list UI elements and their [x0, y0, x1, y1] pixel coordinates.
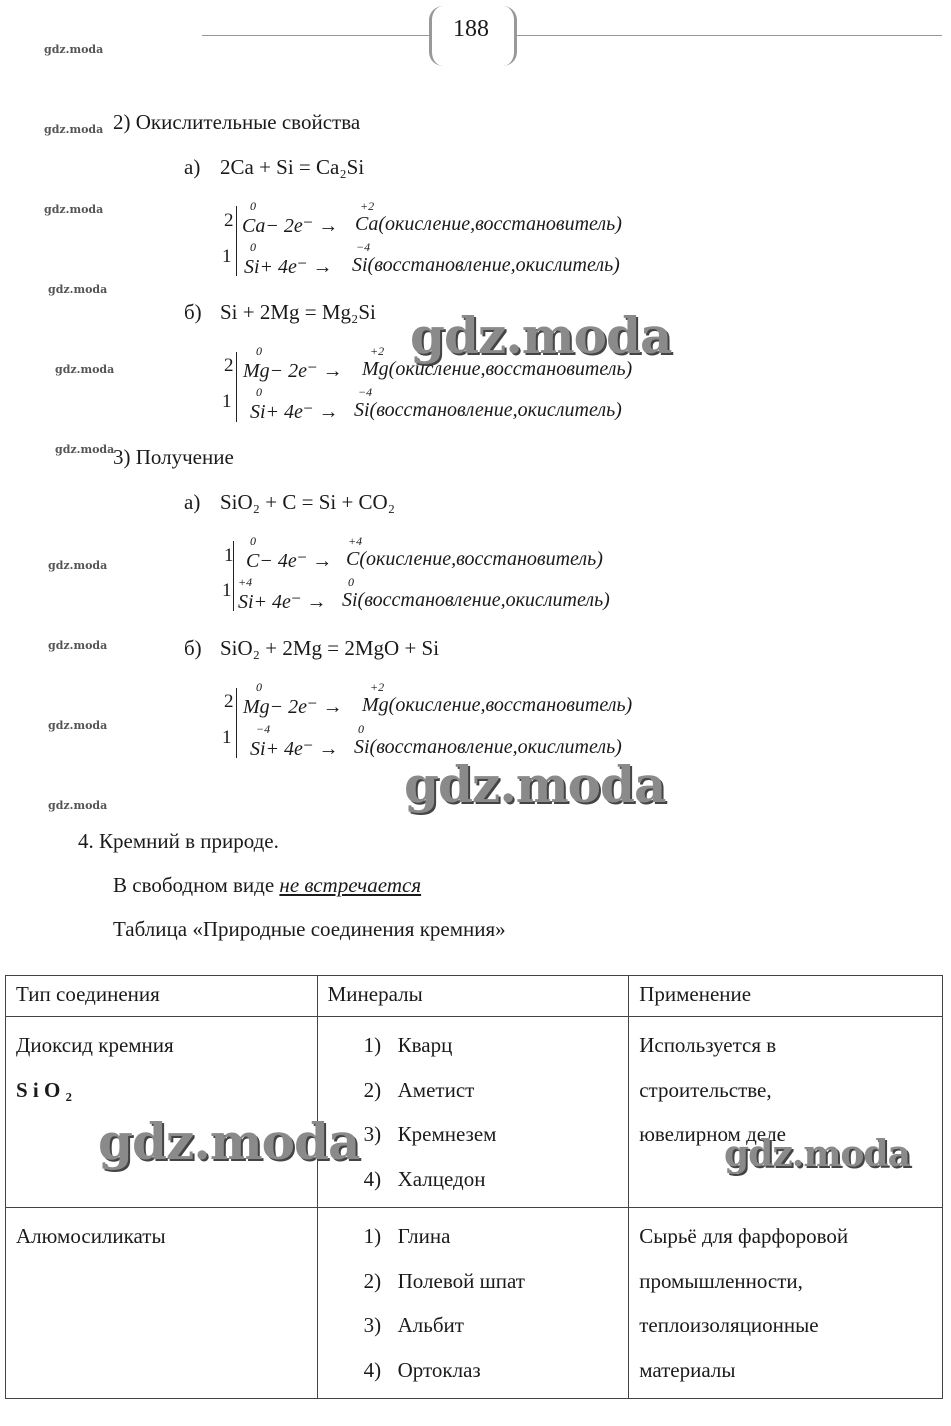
section-2-title: 2) Окислительные свойства	[113, 110, 361, 134]
oxidation-state: 0	[358, 722, 364, 736]
balance-bar	[236, 206, 237, 276]
table-header-row	[6, 976, 943, 1017]
coefficient: 2	[224, 355, 234, 376]
balance-bar	[236, 352, 237, 422]
half-reaction-result: Ca(окисление,восстановитель)	[355, 213, 622, 235]
mineral-item: 3) Кремнезем	[363, 1122, 497, 1146]
half-reaction: Si+ 4e⁻ →	[244, 256, 333, 278]
sec2a-equation: 2Ca + Si = Ca₂Si	[220, 155, 365, 179]
watermark: gdz.moda	[44, 203, 104, 216]
sec3b-equation: SiO₂ + 2Mg = 2MgO + Si	[220, 636, 440, 660]
watermark: gdz.moda	[48, 283, 108, 296]
watermark-logo: gdz.moda	[404, 755, 666, 814]
half-reaction: C− 4e⁻ →	[246, 550, 333, 572]
sec3a-label: а)	[184, 490, 201, 514]
watermark: gdz.moda	[48, 559, 108, 572]
half-reaction-result: Mg(окисление,восстановитель)	[362, 694, 633, 716]
table-row	[6, 1208, 943, 1399]
coefficient: 2	[224, 210, 234, 231]
table-header: Тип соединения	[6, 976, 318, 1017]
half-reaction-result: Mg(окисление,восстановитель)	[362, 358, 633, 380]
oxidation-state: 0	[256, 385, 262, 399]
table-header: Применение	[629, 976, 943, 1017]
oxidation-state: −4	[356, 240, 371, 254]
half-reaction: Mg− 2e⁻ →	[243, 696, 343, 718]
compound-type-cell	[6, 1208, 318, 1399]
oxidation-state: +2	[370, 344, 385, 358]
oxidation-state: 0	[256, 344, 262, 358]
oxidation-state: 0	[250, 199, 256, 213]
half-reaction-result: C(окисление,восстановитель)	[346, 548, 603, 570]
compound-formula: S i O ₂	[16, 1077, 72, 1102]
watermark: gdz.moda	[55, 443, 115, 456]
sec2a-label: а)	[184, 155, 201, 179]
coefficient: 1	[222, 391, 232, 412]
oxidation-state: −4	[256, 722, 271, 736]
minerals-cell	[317, 1017, 629, 1208]
coefficient: 1	[222, 727, 232, 748]
compounds-table	[5, 975, 943, 1399]
half-reaction: Si+ 4e⁻ →	[250, 738, 339, 760]
half-reaction: Si+ 4e⁻ →	[250, 401, 339, 423]
oxidation-state: +4	[348, 534, 363, 548]
watermark: gdz.moda	[48, 719, 108, 732]
compound-type: Алюмосиликаты	[16, 1224, 166, 1248]
free-state-value: не встречается	[279, 873, 422, 897]
half-reaction-result: Si(восстановление,окислитель)	[342, 589, 610, 611]
watermark: gdz.moda	[44, 43, 104, 56]
half-reaction: Mg− 2e⁻ →	[243, 360, 343, 382]
oxidation-state: 0	[250, 534, 256, 548]
half-reaction: Ca− 2e⁻ →	[242, 215, 339, 237]
mineral-item: 1) Глина	[363, 1224, 451, 1248]
header-rule-right	[517, 35, 942, 36]
sec2b-label: б)	[184, 300, 202, 324]
coefficient: 1	[222, 246, 232, 267]
oxidation-state: 0	[348, 575, 354, 589]
oxidation-state: +4	[238, 575, 253, 589]
mineral-item: 2) Полевой шпат	[363, 1268, 525, 1293]
table-header: Минералы	[317, 976, 629, 1017]
sec2b-equation: Si + 2Mg = Mg₂Si	[220, 300, 376, 324]
page-number: 188	[453, 16, 489, 42]
oxidation-state: 0	[256, 680, 262, 694]
mineral-item: 4) Халцедон	[363, 1166, 486, 1191]
header-rule-left	[202, 35, 430, 36]
watermark: gdz.moda	[48, 799, 108, 812]
mineral-item: 4) Ортоклаз	[363, 1357, 481, 1382]
balance-bar	[236, 688, 237, 758]
minerals-cell	[317, 1208, 629, 1399]
half-reaction: Si+ 4e⁻ →	[238, 591, 327, 613]
free-state-prefix: В свободном виде	[113, 873, 280, 897]
sec3a-equation: SiO₂ + C = Si + CO₂	[220, 490, 396, 514]
use-cell: Используется в строительстве, ювелирном деле	[629, 1017, 943, 1208]
free-state-line	[113, 873, 421, 898]
section-3-title: 3) Получение	[113, 445, 234, 469]
watermark: gdz.moda	[44, 123, 104, 136]
half-reaction-result: Si(восстановление,окислитель)	[354, 736, 622, 758]
coefficient: 1	[222, 580, 232, 601]
mineral-item: 2) Аметист	[363, 1077, 475, 1102]
section-4-title: 4. Кремний в природе.	[78, 829, 279, 853]
coefficient: 1	[224, 545, 234, 566]
watermark-logo: gdz.moda	[410, 306, 672, 365]
table-caption: Таблица «Природные соединения кремния»	[113, 917, 506, 941]
mineral-item: 1) Кварц	[363, 1033, 453, 1057]
coefficient: 2	[224, 691, 234, 712]
mineral-item: 3) Альбит	[363, 1313, 464, 1337]
watermark-logo: gdz.moda	[724, 1133, 910, 1175]
oxidation-state: +2	[370, 680, 385, 694]
oxidation-state: −4	[358, 385, 373, 399]
watermark-logo: gdz.moda	[98, 1112, 360, 1171]
use-cell: Сырьё для фарфоровой промышленности, теплоизоляционные материалы	[629, 1208, 943, 1399]
half-reaction-result: Si(восстановление,окислитель)	[354, 399, 622, 421]
watermark: gdz.moda	[55, 363, 115, 376]
half-reaction-result: Si(восстановление,окислитель)	[352, 254, 620, 276]
balance-bar	[233, 541, 234, 611]
oxidation-state: +2	[360, 199, 375, 213]
sec3b-label: б)	[184, 636, 202, 660]
compound-type: Диоксид кремния	[16, 1033, 174, 1057]
oxidation-state: 0	[250, 240, 256, 254]
watermark: gdz.moda	[48, 639, 108, 652]
